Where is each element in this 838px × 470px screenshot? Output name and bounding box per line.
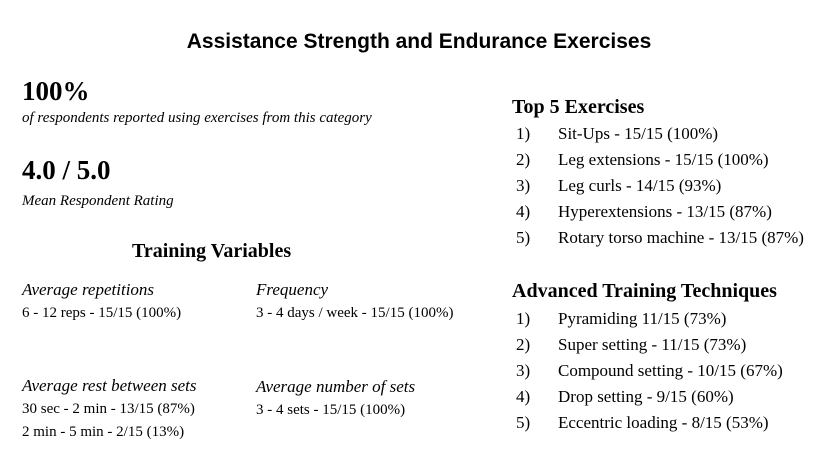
list-item: 3) Compound setting - 10/15 (67%): [516, 361, 783, 380]
list-item: 1) Pyramiding 11/15 (73%): [516, 309, 727, 328]
top-exercises-list: [516, 121, 804, 251]
avg-reps-value: 6 - 12 reps - 15/15 (100%): [22, 305, 182, 321]
list-item: 1) Sit-Ups - 15/15 (100%): [516, 124, 719, 143]
rating-value: 4.0 / 5.0: [22, 155, 111, 185]
list-item: 2) Leg extensions - 15/15 (100%): [516, 150, 769, 169]
avg-sets-label: Average number of sets: [256, 377, 416, 396]
avg-rest-value-2: 2 min - 5 min - 2/15 (13%): [22, 424, 185, 440]
avg-sets-value: 3 - 4 sets - 15/15 (100%): [256, 402, 406, 418]
list-item: 5) Eccentric loading - 8/15 (53%): [516, 413, 769, 432]
rating-caption: Mean Respondent Rating: [22, 193, 174, 209]
avg-reps-label: Average repetitions: [22, 280, 155, 299]
list-item: 5) Rotary torso machine - 13/15 (87%): [516, 228, 804, 247]
avg-rest-label: Average rest between sets: [22, 376, 197, 395]
advanced-techniques-heading: Advanced Training Techniques: [512, 280, 777, 302]
avg-rest-value-1: 30 sec - 2 min - 13/15 (87%): [22, 401, 195, 417]
usage-percent: 100%: [22, 76, 90, 106]
advanced-techniques-list: [516, 306, 783, 436]
usage-caption: of respondents reported using exercises from this category: [22, 110, 372, 126]
top-exercises-heading: Top 5 Exercises: [512, 96, 645, 118]
frequency-value: 3 - 4 days / week - 15/15 (100%): [256, 305, 454, 321]
training-variables-heading: Training Variables: [132, 240, 292, 262]
list-item: 3) Leg curls - 14/15 (93%): [516, 176, 722, 195]
list-item: 4) Drop setting - 9/15 (60%): [516, 387, 734, 406]
frequency-label: Frequency: [256, 280, 329, 299]
list-item: 2) Super setting - 11/15 (73%): [516, 335, 747, 354]
page-title: Assistance Strength and Endurance Exercises: [186, 30, 652, 53]
list-item: 4) Hyperextensions - 13/15 (87%): [516, 202, 772, 221]
